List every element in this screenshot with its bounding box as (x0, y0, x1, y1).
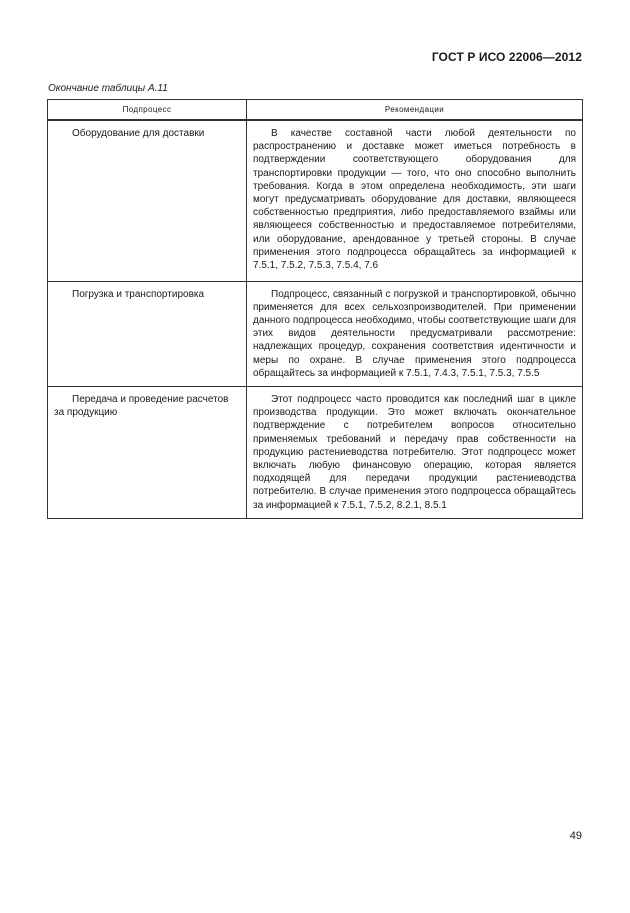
subprocess-cell: Передача и проведение расчетов за продукцию (48, 386, 247, 518)
subprocess-cell: Оборудование для доставки (48, 120, 247, 281)
standard-code: ГОСТ Р ИСО 22006—2012 (431, 50, 582, 64)
column-header-subprocess: Подпроцесс (48, 100, 247, 121)
recommendation-cell: Этот подпроцесс часто проводится как последний шаг в цикле производства продукции. Это может включать окончательное подтверждение с потребителем вопросов относительно применяемых требований и передачу прав собственности на продукцию растениеводства потребителю. Этот подпроцесс может включать любую финансовую операцию, которая является подходящей для передачи продукции растениеводства потребителю. В случае применения этого подпроцесса обращайтесь за информацией к 7.5.1, 7.5.2, 8.2.1, 8.5.1 (247, 386, 583, 518)
page-number: 49 (569, 830, 582, 842)
recommendations-table (47, 99, 583, 519)
column-header-recommendations: Рекомендации (247, 100, 583, 121)
recommendation-cell: В качестве составной части любой деятельности по распространению и доставке может иметься потребность в подтверждении соответствующего оборудования для транспортировки продукции — того, что оно способно выполнить требования. Когда в этом определена необходимость, эти шаги могут предусматривать оборудование для доставки, являющееся собственностью предприятия, либо предоставляемого взаймы или являющееся собственностью и предоставляемое потребителями, или оборудование, арендованное у третьей стороны. В случае применения этого подпроцесса обращайтесь за информацией к 7.5.1, 7.5.2, 7.5.3, 7.5.4, 7.6 (247, 120, 583, 281)
subprocess-cell: Погрузка и транспортировка (48, 281, 247, 386)
table-header-row (48, 100, 583, 121)
table-row (48, 120, 583, 281)
recommendation-cell: Подпроцесс, связанный с погрузкой и транспортировкой, обычно применяется для всех сельхозпроизводителей. При применении данного подпроцесса необходимо, чтобы соответствующие шаги для этих видов деятельности предусматривали рассмотрение: надлежащих процедур, сохранения соответствия идентичности и меры по охране. В случае применения этого подпроцесса обращайтесь за информацией к 7.5.1, 7.4.3, 7.5.1, 7.5.3, 7.5.5 (247, 281, 583, 386)
table-caption: Окончание таблицы А.11 (48, 83, 168, 94)
table-row (48, 386, 583, 518)
table-row (48, 281, 583, 386)
